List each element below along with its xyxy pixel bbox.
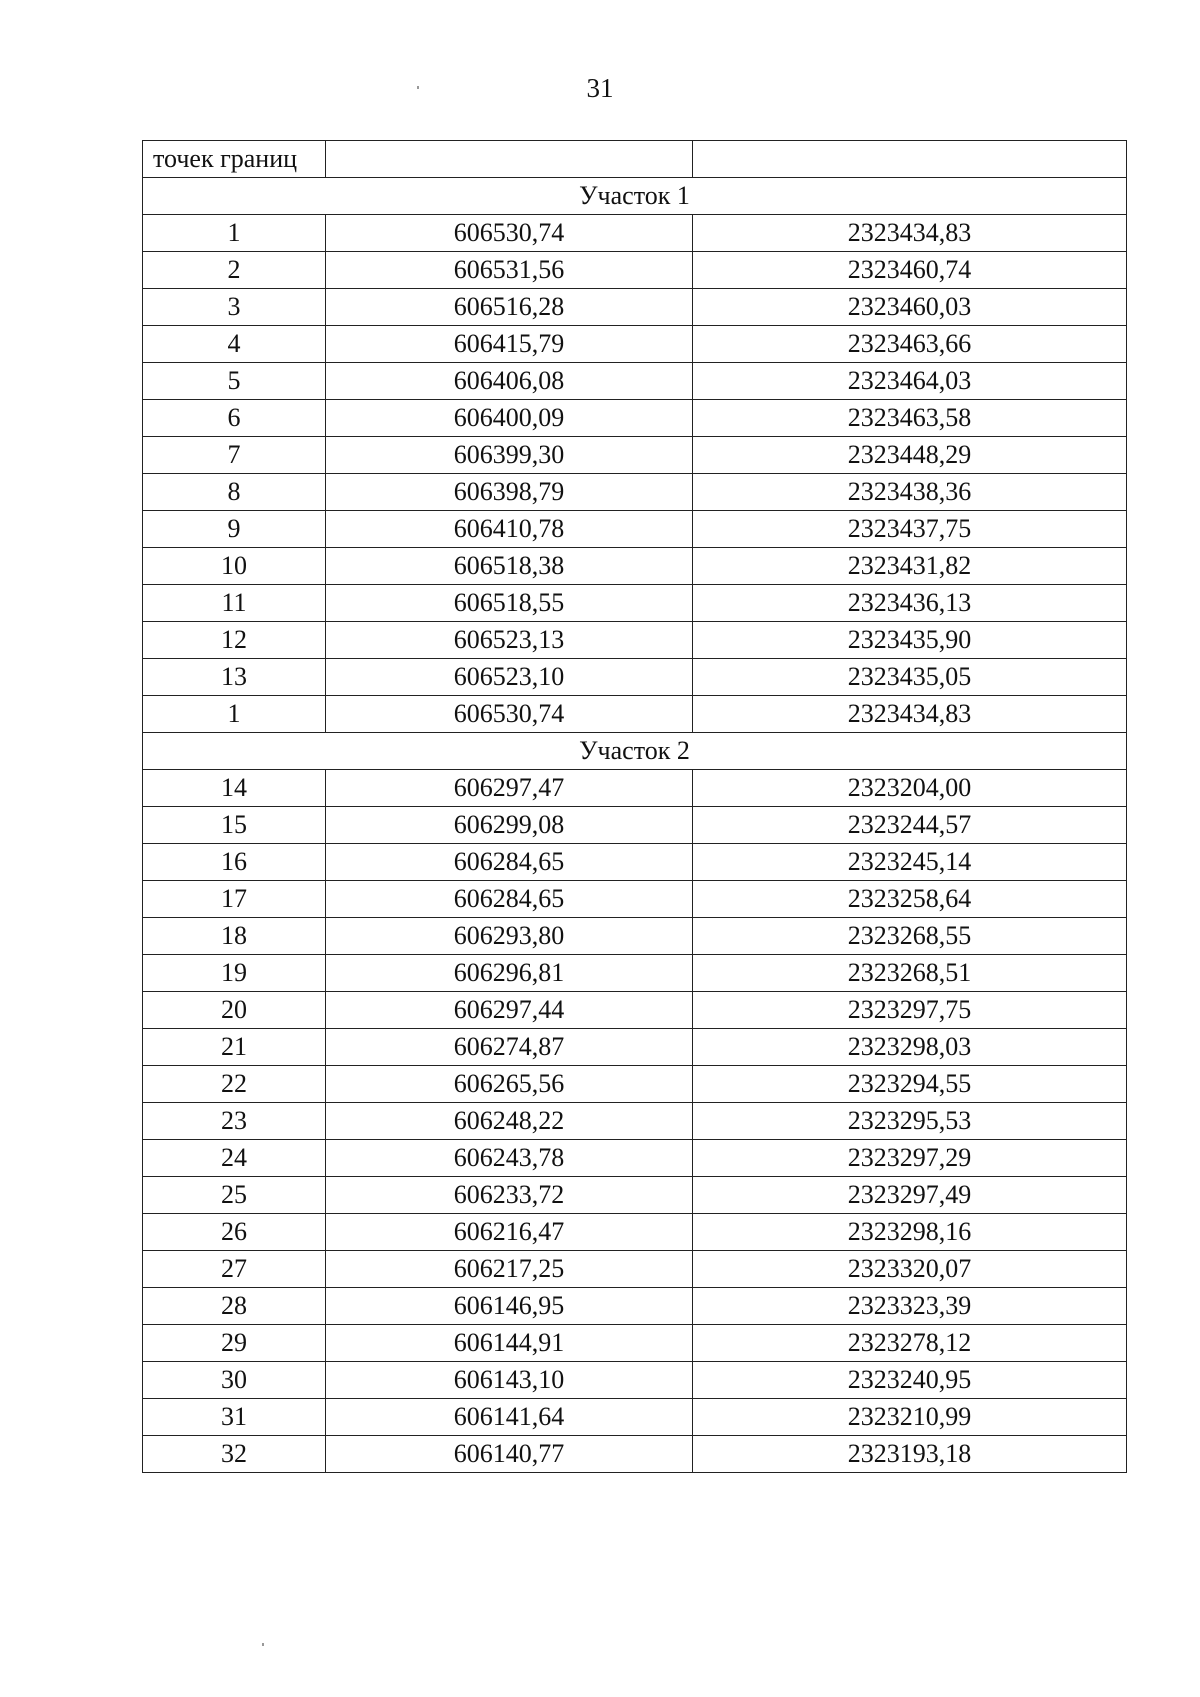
point-number-cell: 12 [143,622,326,659]
y-coordinate-cell: 2323278,12 [693,1325,1127,1362]
table-row [143,1066,1127,1103]
x-coordinate-cell: 606146,95 [326,1288,693,1325]
table-row [143,511,1127,548]
table-row [143,1103,1127,1140]
y-coordinate-cell: 2323431,82 [693,548,1127,585]
x-coordinate-cell: 606143,10 [326,1362,693,1399]
y-coordinate-cell: 2323295,53 [693,1103,1127,1140]
table-row [143,770,1127,807]
table-row [143,659,1127,696]
x-coordinate-cell: 606297,44 [326,992,693,1029]
table-row [143,992,1127,1029]
point-number-cell: 9 [143,511,326,548]
table-row [143,474,1127,511]
y-coordinate-cell: 2323437,75 [693,511,1127,548]
x-coordinate-cell: 606233,72 [326,1177,693,1214]
scan-speck [417,86,419,89]
x-coordinate-cell: 606299,08 [326,807,693,844]
point-number-cell: 30 [143,1362,326,1399]
table-row [143,844,1127,881]
x-coordinate-cell: 606516,28 [326,289,693,326]
table-row [143,1436,1127,1473]
x-coordinate-cell: 606415,79 [326,326,693,363]
y-coordinate-cell: 2323298,03 [693,1029,1127,1066]
x-coordinate-cell: 606243,78 [326,1140,693,1177]
table-row [143,1251,1127,1288]
y-coordinate-cell: 2323463,66 [693,326,1127,363]
y-coordinate-cell: 2323268,51 [693,955,1127,992]
table-row [143,1140,1127,1177]
y-coordinate-cell: 2323448,29 [693,437,1127,474]
y-coordinate-cell: 2323464,03 [693,363,1127,400]
section-title-row [143,733,1127,770]
table-row [143,437,1127,474]
x-coordinate-cell: 606141,64 [326,1399,693,1436]
header-x-label [326,141,693,178]
table-row [143,1288,1127,1325]
y-coordinate-cell: 2323460,03 [693,289,1127,326]
table-row [143,548,1127,585]
x-coordinate-cell: 606398,79 [326,474,693,511]
table-row [143,622,1127,659]
point-number-cell: 2 [143,252,326,289]
point-number-cell: 22 [143,1066,326,1103]
x-coordinate-cell: 606531,56 [326,252,693,289]
y-coordinate-cell: 2323297,49 [693,1177,1127,1214]
x-coordinate-cell: 606140,77 [326,1436,693,1473]
point-number-cell: 13 [143,659,326,696]
point-number-cell: 19 [143,955,326,992]
point-number-cell: 20 [143,992,326,1029]
y-coordinate-cell: 2323434,83 [693,696,1127,733]
x-coordinate-cell: 606293,80 [326,918,693,955]
y-coordinate-cell: 2323460,74 [693,252,1127,289]
point-number-cell: 15 [143,807,326,844]
point-number-cell: 23 [143,1103,326,1140]
y-coordinate-cell: 2323298,16 [693,1214,1127,1251]
table-row [143,1325,1127,1362]
y-coordinate-cell: 2323210,99 [693,1399,1127,1436]
x-coordinate-cell: 606274,87 [326,1029,693,1066]
x-coordinate-cell: 606523,13 [326,622,693,659]
point-number-cell: 1 [143,696,326,733]
x-coordinate-cell: 606400,09 [326,400,693,437]
header-y-label [693,141,1127,178]
point-number-cell: 10 [143,548,326,585]
x-coordinate-cell: 606518,38 [326,548,693,585]
boundary-points-table [142,140,1127,1473]
table-row [143,696,1127,733]
x-coordinate-cell: 606284,65 [326,844,693,881]
x-coordinate-cell: 606297,47 [326,770,693,807]
table-row [143,1029,1127,1066]
y-coordinate-cell: 2323294,55 [693,1066,1127,1103]
x-coordinate-cell: 606144,91 [326,1325,693,1362]
point-number-cell: 4 [143,326,326,363]
x-coordinate-cell: 606410,78 [326,511,693,548]
table-row [143,400,1127,437]
y-coordinate-cell: 2323297,29 [693,1140,1127,1177]
point-number-cell: 7 [143,437,326,474]
table-row [143,326,1127,363]
x-coordinate-cell: 606265,56 [326,1066,693,1103]
y-coordinate-cell: 2323323,39 [693,1288,1127,1325]
x-coordinate-cell: 606284,65 [326,881,693,918]
y-coordinate-cell: 2323268,55 [693,918,1127,955]
x-coordinate-cell: 606216,47 [326,1214,693,1251]
point-number-cell: 27 [143,1251,326,1288]
table-row [143,289,1127,326]
y-coordinate-cell: 2323204,00 [693,770,1127,807]
x-coordinate-cell: 606530,74 [326,696,693,733]
point-number-cell: 11 [143,585,326,622]
point-number-cell: 18 [143,918,326,955]
point-number-cell: 16 [143,844,326,881]
point-number-cell: 31 [143,1399,326,1436]
table-row [143,881,1127,918]
point-number-cell: 32 [143,1436,326,1473]
point-number-cell: 5 [143,363,326,400]
x-coordinate-cell: 606217,25 [326,1251,693,1288]
section-title-row [143,178,1127,215]
point-number-cell: 8 [143,474,326,511]
x-coordinate-cell: 606530,74 [326,215,693,252]
table-row [143,918,1127,955]
table-body [143,141,1127,1473]
point-number-cell: 17 [143,881,326,918]
x-coordinate-cell: 606518,55 [326,585,693,622]
header-point-label: точек границ [143,141,326,178]
table-row [143,1362,1127,1399]
y-coordinate-cell: 2323435,05 [693,659,1127,696]
point-number-cell: 3 [143,289,326,326]
table-row [143,807,1127,844]
table-row [143,363,1127,400]
header-row [143,141,1127,178]
y-coordinate-cell: 2323436,13 [693,585,1127,622]
y-coordinate-cell: 2323245,14 [693,844,1127,881]
point-number-cell: 25 [143,1177,326,1214]
y-coordinate-cell: 2323244,57 [693,807,1127,844]
point-number-cell: 29 [143,1325,326,1362]
table-row [143,1177,1127,1214]
x-coordinate-cell: 606523,10 [326,659,693,696]
table-row [143,955,1127,992]
point-number-cell: 26 [143,1214,326,1251]
y-coordinate-cell: 2323434,83 [693,215,1127,252]
y-coordinate-cell: 2323320,07 [693,1251,1127,1288]
point-number-cell: 21 [143,1029,326,1066]
x-coordinate-cell: 606399,30 [326,437,693,474]
y-coordinate-cell: 2323240,95 [693,1362,1127,1399]
y-coordinate-cell: 2323258,64 [693,881,1127,918]
page-number: 31 [586,73,614,103]
table-row [143,215,1127,252]
section-title: Участок 2 [143,733,1127,770]
x-coordinate-cell: 606296,81 [326,955,693,992]
table-row [143,252,1127,289]
table-row [143,585,1127,622]
y-coordinate-cell: 2323193,18 [693,1436,1127,1473]
point-number-cell: 28 [143,1288,326,1325]
x-coordinate-cell: 606406,08 [326,363,693,400]
x-coordinate-cell: 606248,22 [326,1103,693,1140]
point-number-cell: 14 [143,770,326,807]
table-row [143,1399,1127,1436]
scan-speck [262,1643,264,1646]
point-number-cell: 24 [143,1140,326,1177]
point-number-cell: 6 [143,400,326,437]
section-title: Участок 1 [143,178,1127,215]
y-coordinate-cell: 2323463,58 [693,400,1127,437]
y-coordinate-cell: 2323297,75 [693,992,1127,1029]
y-coordinate-cell: 2323435,90 [693,622,1127,659]
y-coordinate-cell: 2323438,36 [693,474,1127,511]
table-row [143,1214,1127,1251]
point-number-cell: 1 [143,215,326,252]
